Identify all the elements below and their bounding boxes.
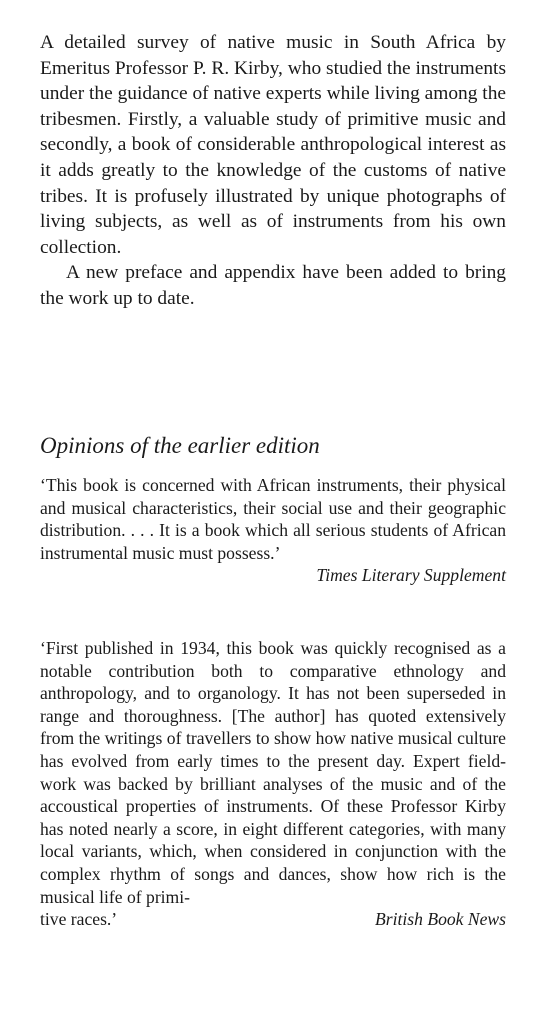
opinions-heading: Opinions of the earlier edition (40, 433, 320, 458)
review-quote-text: ‘This book is concerned with African instruments, their physical and musical characteristics, their social use and their geographic distribution. . . . It is a book which all serious students of African instrumental music must possess.’ (40, 475, 506, 563)
review-quote-last-line (40, 908, 506, 931)
review-quote-text: ‘First published in 1934, this book was quickly recognised as a notable contribution both to comparative ethnology and anthropology, and to organology. It has not been superseded in range and thoroughness. [The author] has quoted extensively from the writings of travellers to show how native musical culture has evolved from early times to the present day. Expert field-work was backed by brilliant analyses of the music and of the accoustical properties of instruments. Of these Professor Kirby has noted nearly a score, in eight different categories, with many local variants, which, when considered in conjunction with the complex rhythm of songs and dances, show how rich is the musical life of primi- (40, 638, 506, 907)
review-source: Times Literary Supplement (316, 565, 506, 586)
review-quote-text-end: tive races.’ (40, 909, 118, 930)
review-quote-1 (40, 474, 506, 587)
book-description (40, 30, 506, 312)
description-paragraph-1: A detailed survey of native music in South Africa by Emeritus Professor P. R. Kirby, who studied the instruments under the guidance of native experts while living among the tribesmen. Firstly, a valuable study of primitive music and secondly, a book of considerable anthropological interest as it adds greatly to the knowledge of the customs of native tribes. It is profusely illustrated by unique photographs of living subjects, as well as of instruments from his own collection. (40, 32, 506, 258)
review-source: British Book News (375, 909, 506, 930)
description-paragraph-2: A new preface and appendix have been added to bring the work up to date. (40, 262, 506, 309)
review-quote-2 (40, 637, 506, 931)
